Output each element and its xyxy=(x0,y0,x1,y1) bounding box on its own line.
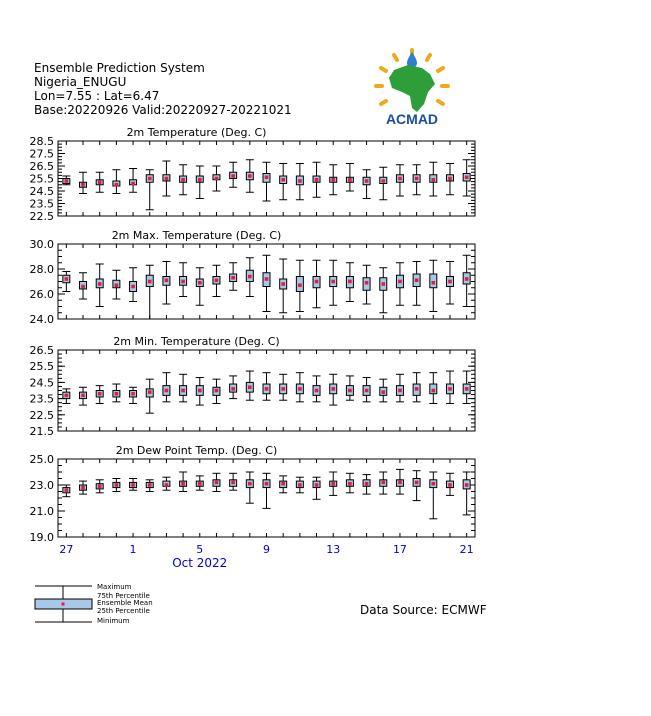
boxplot-day xyxy=(212,379,220,403)
chart-panel-4 xyxy=(30,444,476,544)
boxplot-day xyxy=(246,160,254,193)
mean-marker xyxy=(198,482,202,486)
mean-marker xyxy=(265,387,269,391)
boxplot-day xyxy=(129,169,137,193)
boxplot-day xyxy=(179,472,187,492)
mean-marker xyxy=(215,177,219,181)
boxplot-day xyxy=(112,479,120,492)
boxplot-day xyxy=(346,263,354,302)
mean-marker xyxy=(315,483,319,487)
mean-marker xyxy=(215,278,219,282)
boxplot-day xyxy=(79,481,87,494)
boxplot-day xyxy=(446,262,454,305)
y-tick-label: 25.0 xyxy=(29,453,54,466)
y-tick-label: 23.5 xyxy=(29,197,54,211)
boxplot-day xyxy=(96,172,104,192)
mean-marker xyxy=(81,486,85,490)
mean-marker xyxy=(181,389,185,393)
boxplot-day xyxy=(463,255,471,306)
mean-marker xyxy=(365,179,369,183)
boxplot-day xyxy=(396,165,404,196)
mean-marker xyxy=(98,180,102,184)
panel-title: 2m Temperature (Deg. C) xyxy=(126,126,267,139)
mean-marker xyxy=(281,387,285,391)
boxplot-day xyxy=(329,165,337,195)
mean-marker xyxy=(381,179,385,183)
mean-marker xyxy=(398,280,402,284)
boxplot-day xyxy=(112,170,120,194)
boxplot-day xyxy=(313,260,321,308)
mean-marker xyxy=(265,175,269,179)
mean-marker xyxy=(432,281,436,285)
legend-label: Ensemble Mean xyxy=(97,599,153,607)
boxplot-day xyxy=(346,164,354,192)
legend-mean-marker xyxy=(62,603,65,606)
boxplot-day xyxy=(329,374,337,405)
mean-marker xyxy=(415,481,419,485)
boxplot-day xyxy=(429,162,437,196)
boxplot-day xyxy=(79,387,87,405)
header-line-dates: Base:20220926 Valid:20220927-20221021 xyxy=(34,103,292,117)
boxplot-day xyxy=(313,162,321,197)
boxplot-day xyxy=(212,265,220,296)
boxplot-day xyxy=(363,265,371,304)
data-source-label: Data Source: ECMWF xyxy=(360,603,487,617)
boxplot-day xyxy=(179,165,187,195)
x-tick-label: 27 xyxy=(59,543,74,556)
mean-marker xyxy=(348,389,352,393)
chart-panel-3 xyxy=(30,335,476,438)
mean-marker xyxy=(331,482,335,486)
mean-marker xyxy=(248,482,252,486)
boxplot-day xyxy=(196,378,204,406)
boxplot-day xyxy=(313,477,321,499)
mean-marker xyxy=(198,389,202,393)
y-tick-label: 22.5 xyxy=(29,408,54,422)
mean-marker xyxy=(215,481,219,485)
mean-marker xyxy=(115,483,119,487)
panel-title: 2m Max. Temperature (Deg. C) xyxy=(111,229,282,242)
panel-title: 2m Dew Point Temp. (Deg. C) xyxy=(115,444,278,457)
boxplot-day xyxy=(446,371,454,403)
mean-marker xyxy=(298,387,302,391)
mean-marker xyxy=(315,178,319,182)
boxplot-day xyxy=(313,376,321,402)
boxplot-day xyxy=(162,477,170,490)
mean-marker xyxy=(81,394,85,398)
boxplot-day xyxy=(396,374,404,402)
boxplot-day xyxy=(363,475,371,495)
y-tick-label: 21.5 xyxy=(29,425,54,438)
mean-marker xyxy=(448,177,452,181)
mean-marker xyxy=(65,179,69,183)
boxplot-day xyxy=(363,378,371,402)
mean-marker xyxy=(465,483,469,487)
x-month-label: Oct 2022 xyxy=(172,556,228,570)
mean-marker xyxy=(415,177,419,181)
boxplot-day xyxy=(112,384,120,402)
boxplot-day xyxy=(346,376,354,400)
mean-marker xyxy=(131,285,135,289)
mean-marker xyxy=(231,276,235,280)
mean-marker xyxy=(315,389,319,393)
boxplot-day xyxy=(229,376,237,399)
y-tick-label: 27.5 xyxy=(29,147,54,161)
mean-marker xyxy=(415,387,419,391)
x-tick-label: 1 xyxy=(129,543,137,556)
mean-marker xyxy=(81,183,85,187)
mean-marker xyxy=(165,389,169,393)
boxplot-day xyxy=(196,268,204,306)
mean-marker xyxy=(181,482,185,486)
x-tick-label: 9 xyxy=(263,543,270,556)
mean-marker xyxy=(98,282,102,286)
boxplot-day xyxy=(263,255,271,311)
boxplot-day xyxy=(162,262,170,305)
boxplot-day xyxy=(396,469,404,494)
mean-marker xyxy=(248,275,252,279)
mean-marker xyxy=(365,482,369,486)
mean-marker xyxy=(281,178,285,182)
boxplot-day xyxy=(263,373,271,401)
boxplot-day xyxy=(196,166,204,199)
mean-marker xyxy=(131,392,135,396)
mean-marker xyxy=(131,182,135,186)
mean-marker xyxy=(398,177,402,181)
legend xyxy=(35,583,153,625)
mean-marker xyxy=(148,280,152,284)
boxplot-day xyxy=(146,170,154,210)
boxplot-day xyxy=(229,473,237,490)
y-tick-label: 26.5 xyxy=(29,160,54,173)
boxplot-day xyxy=(96,480,104,493)
boxplot-day xyxy=(279,476,287,493)
mean-marker xyxy=(448,387,452,391)
boxplot-day xyxy=(246,371,254,400)
mean-marker xyxy=(331,280,335,284)
mean-marker xyxy=(81,285,85,289)
boxplot-day xyxy=(162,161,170,196)
y-tick-label: 26.5 xyxy=(29,344,54,357)
mean-marker xyxy=(248,174,252,178)
boxplot-day xyxy=(296,164,304,200)
iqr-box xyxy=(430,274,437,288)
boxplot-day xyxy=(279,259,287,313)
boxplot-day xyxy=(96,264,104,307)
boxplot-day xyxy=(129,479,137,491)
boxplot-day xyxy=(212,473,220,491)
x-tick-label: 5 xyxy=(196,543,204,556)
mean-marker xyxy=(98,485,102,489)
boxplot-day xyxy=(96,386,104,404)
boxplot-day xyxy=(212,166,220,191)
mean-marker xyxy=(448,280,452,284)
header-line-location: Nigeria_ENUGU xyxy=(34,75,127,89)
mean-marker xyxy=(348,482,352,486)
boxplot-day xyxy=(263,162,271,201)
boxplot-day xyxy=(413,165,421,195)
mean-marker xyxy=(365,281,369,285)
mean-marker xyxy=(148,390,152,394)
mean-marker xyxy=(298,283,302,287)
boxplot-day xyxy=(246,472,254,503)
boxplot-day xyxy=(79,273,87,299)
y-tick-label: 24.5 xyxy=(29,185,54,198)
legend-label: Minimum xyxy=(97,617,130,625)
mean-marker xyxy=(465,175,469,179)
mean-marker xyxy=(198,178,202,182)
boxplot-day xyxy=(179,374,187,402)
mean-marker xyxy=(315,280,319,284)
mean-marker xyxy=(165,177,169,181)
legend-label: 75th Percentile xyxy=(97,592,150,600)
y-tick-label: 19.0 xyxy=(29,531,54,544)
boxplot-day xyxy=(446,164,454,195)
boxplot-day xyxy=(446,473,454,495)
mean-marker xyxy=(398,389,402,393)
y-tick-label: 28.0 xyxy=(29,263,54,276)
y-tick-label: 28.5 xyxy=(29,135,54,148)
mean-marker xyxy=(215,389,219,393)
boxplot-day xyxy=(129,268,137,302)
mean-marker xyxy=(448,483,452,487)
boxplot-day xyxy=(229,263,237,291)
mean-marker xyxy=(432,482,436,486)
boxplot-day xyxy=(162,373,170,402)
header-line-title: Ensemble Prediction System xyxy=(34,61,205,75)
boxplot-day xyxy=(346,473,354,493)
mean-marker xyxy=(381,481,385,485)
mean-marker xyxy=(98,392,102,396)
boxplot-day xyxy=(279,374,287,400)
legend-label: 25th Percentile xyxy=(97,607,150,615)
mean-marker xyxy=(131,483,135,487)
boxplot-day xyxy=(196,476,204,490)
x-tick-label: 17 xyxy=(392,543,407,556)
mean-marker xyxy=(398,481,402,485)
boxplot-day xyxy=(296,477,304,493)
y-tick-label: 25.5 xyxy=(29,360,54,374)
mean-marker xyxy=(415,278,419,282)
logo-text: ACMAD xyxy=(385,111,439,127)
boxplot-day xyxy=(229,162,237,187)
y-tick-label: 24.0 xyxy=(29,313,54,326)
boxplot-day xyxy=(413,262,421,306)
mean-marker xyxy=(65,277,69,281)
mean-marker xyxy=(181,178,185,182)
boxplot-day xyxy=(62,176,70,185)
boxplot-day xyxy=(379,167,387,200)
mean-marker xyxy=(381,282,385,286)
mean-marker xyxy=(231,174,235,178)
mean-marker xyxy=(465,277,469,281)
mean-marker xyxy=(231,481,235,485)
y-tick-label: 26.0 xyxy=(29,288,54,301)
y-tick-label: 22.5 xyxy=(29,210,54,223)
boxplot-day xyxy=(379,472,387,494)
boxplot-day xyxy=(62,272,70,292)
panel-title: 2m Min. Temperature (Deg. C) xyxy=(113,335,280,348)
boxplot-day xyxy=(62,485,70,497)
mean-marker xyxy=(298,483,302,487)
chart-panel-2 xyxy=(30,229,476,326)
boxplot-day xyxy=(79,172,87,193)
y-tick-label: 23.0 xyxy=(29,479,54,492)
mean-marker xyxy=(331,178,335,182)
boxplot-day xyxy=(363,170,371,199)
mean-marker xyxy=(231,387,235,391)
x-tick-label: 21 xyxy=(459,543,474,556)
boxplot-day xyxy=(146,480,154,492)
boxplot-day xyxy=(296,260,304,311)
mean-marker xyxy=(165,278,169,282)
mean-marker xyxy=(248,385,252,389)
boxplot-day xyxy=(146,379,154,413)
mean-marker xyxy=(432,178,436,182)
y-tick-label: 21.0 xyxy=(29,505,54,518)
boxplot-day xyxy=(429,260,437,311)
boxplot-day xyxy=(429,472,437,519)
mean-marker xyxy=(465,387,469,391)
boxplot-day xyxy=(146,265,154,319)
chart-panel-1 xyxy=(30,126,476,223)
mean-marker xyxy=(432,389,436,393)
mean-marker xyxy=(365,389,369,393)
mean-marker xyxy=(348,178,352,182)
mean-marker xyxy=(331,387,335,391)
mean-marker xyxy=(281,282,285,286)
boxplot-day xyxy=(379,268,387,313)
boxplot-day xyxy=(279,164,287,200)
mean-marker xyxy=(348,280,352,284)
boxplot-day xyxy=(112,270,120,299)
y-tick-label: 23.5 xyxy=(29,392,54,406)
boxplot-day xyxy=(263,473,271,508)
boxplot-day xyxy=(413,471,421,501)
boxplot-day xyxy=(396,263,404,306)
mean-marker xyxy=(148,483,152,487)
boxplot-day xyxy=(296,373,304,402)
boxplot-day xyxy=(429,373,437,404)
mean-marker xyxy=(115,183,119,187)
mean-marker xyxy=(65,394,69,398)
mean-marker xyxy=(265,277,269,281)
y-tick-label: 30.0 xyxy=(29,238,54,251)
boxplot-day xyxy=(62,389,70,404)
mean-marker xyxy=(198,281,202,285)
mean-marker xyxy=(148,177,152,181)
boxplot-day xyxy=(329,472,337,495)
x-tick-label: 13 xyxy=(326,543,341,556)
header-line-coordinates: Lon=7.55 : Lat=6.47 xyxy=(34,89,160,103)
boxplot-day xyxy=(463,472,471,515)
mean-marker xyxy=(115,283,119,287)
legend-label: Maximum xyxy=(97,583,132,591)
mean-marker xyxy=(381,390,385,394)
boxplot-day xyxy=(413,373,421,402)
mean-marker xyxy=(65,488,69,492)
boxplot-day xyxy=(379,379,387,402)
mean-marker xyxy=(181,280,185,284)
boxplot-day xyxy=(179,263,187,297)
boxplot-day xyxy=(129,387,137,403)
mean-marker xyxy=(265,482,269,486)
mean-marker xyxy=(298,179,302,183)
mean-marker xyxy=(115,392,119,396)
boxplot-day xyxy=(329,260,337,305)
y-tick-label: 24.5 xyxy=(29,376,54,390)
boxplot-day xyxy=(246,258,254,297)
y-tick-label: 25.5 xyxy=(29,172,54,186)
mean-marker xyxy=(165,483,169,487)
mean-marker xyxy=(281,482,285,486)
